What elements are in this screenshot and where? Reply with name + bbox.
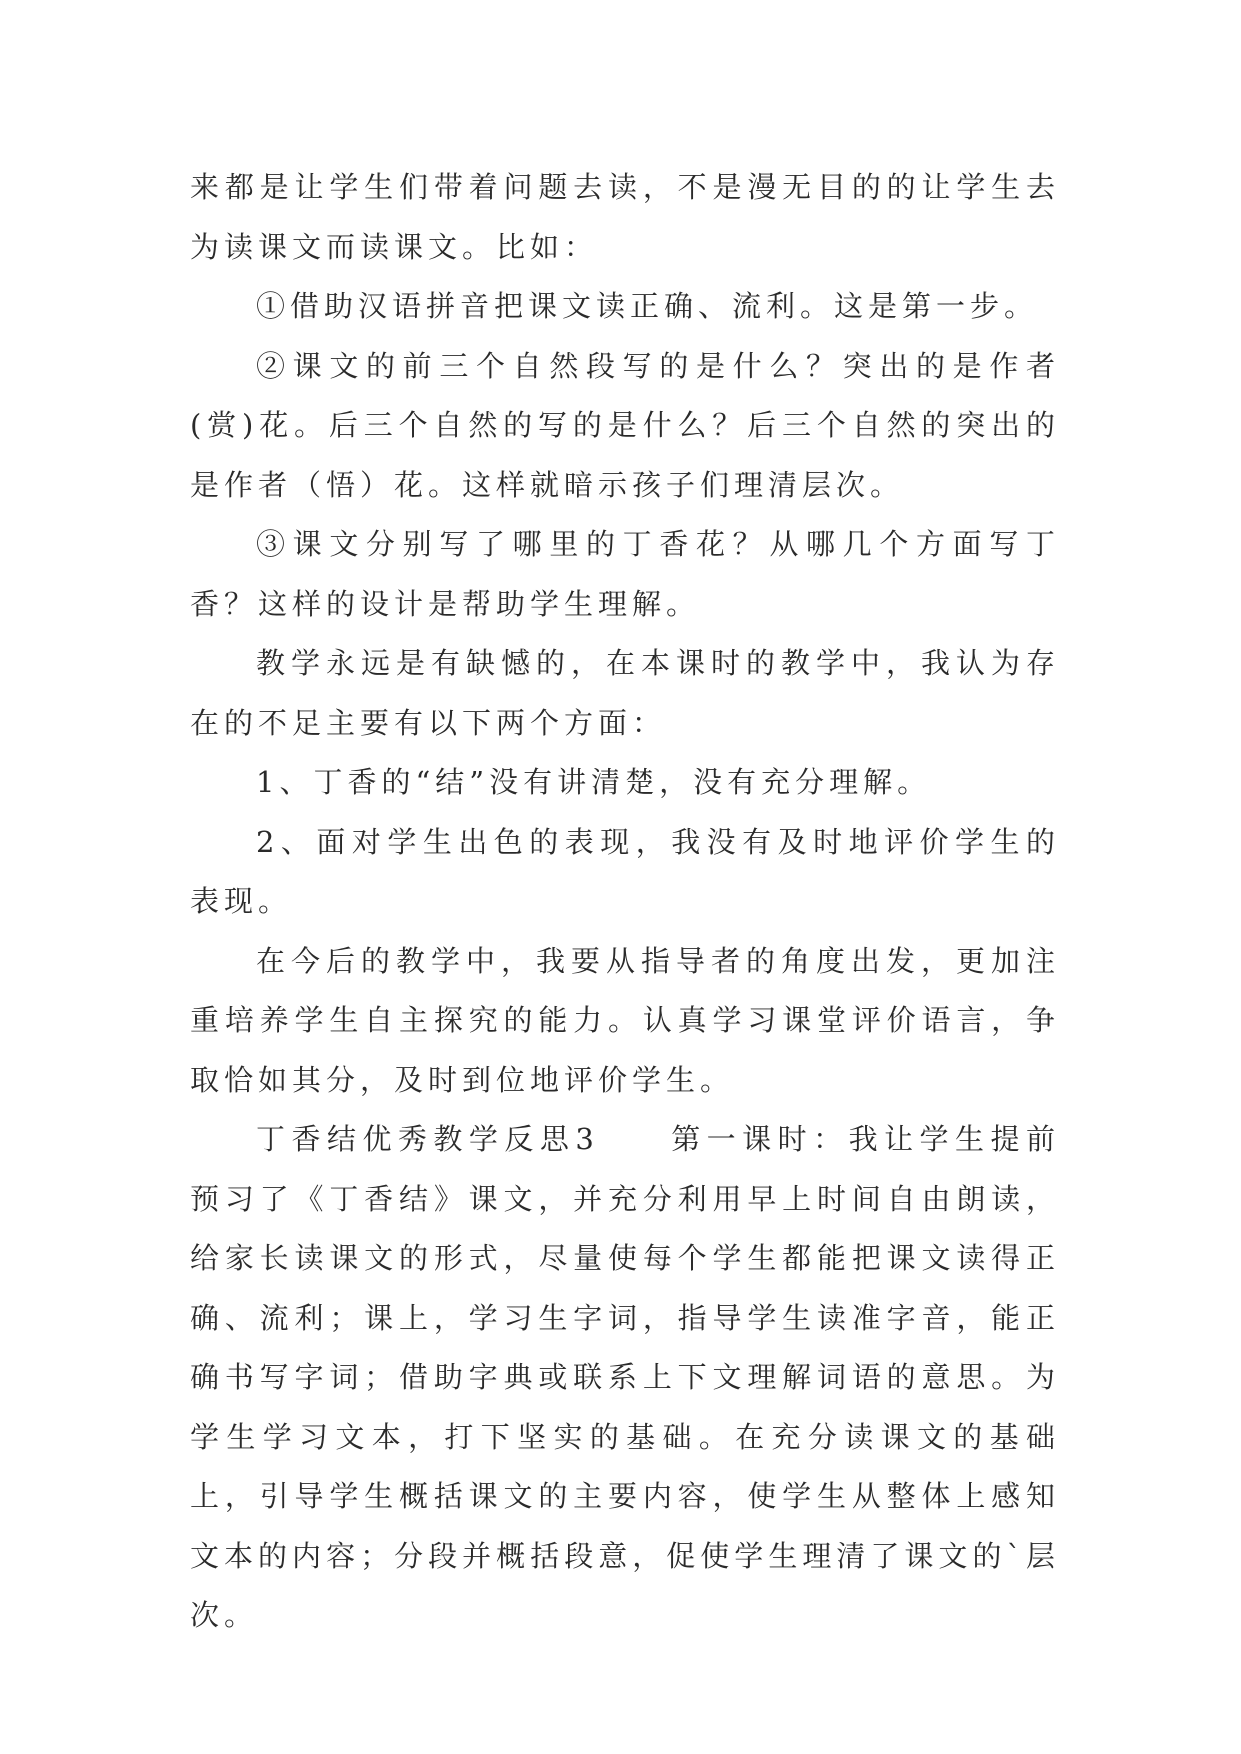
- paragraph-reflection-3: 丁香结优秀教学反思3 第一课时：我让学生提前预习了《丁香结》课文，并充分利用早上时间自由朗读，给家长读课文的形式，尽量使每个学生都能把课文读得正确、流利；课上，学习生字词，指导学生读准字音，能正确书写字词；借助字典或联系上下文理解词语的意思。为学生学习文本，打下坚实的基础。在充分读课文的基础上，引导学生概括课文的主要内容，使学生从整体上感知文本的内容；分段并概括段意，促使学生理清了课文的`层次。: [190, 1122, 1060, 1632]
- paragraph-step-2: ②课文的前三个自然段写的是什么？突出的是作者(赏)花。后三个自然的写的是什么？后三个自然的突出的是作者（悟）花。这样就暗示孩子们理清层次。: [190, 348, 1060, 502]
- paragraph-shortcoming-1: 1、丁香的“结”没有讲清楚，没有充分理解。: [256, 765, 932, 799]
- paragraph-future-plan: 在今后的教学中，我要从指导者的角度出发，更加注重培养学生自主探究的能力。认真学习课堂评价语言，争取恰如其分，及时到位地评价学生。: [190, 943, 1060, 1097]
- paragraph-shortcomings-intro: 教学永远是有缺憾的，在本课时的教学中，我认为存在的不足主要有以下两个方面：: [190, 646, 1060, 740]
- paragraph-step-3: ③课文分别写了哪里的丁香花？从哪几个方面写丁香？这样的设计是帮助学生理解。: [190, 527, 1060, 621]
- document-body: [190, 158, 1060, 1646]
- paragraph-shortcoming-2: 2、面对学生出色的表现，我没有及时地评价学生的表现。: [190, 824, 1060, 918]
- paragraph-continuation: 来都是让学生们带着问题去读，不是漫无目的的让学生去为读课文而读课文。比如：: [190, 170, 1060, 264]
- paragraph-step-1: ①借助汉语拼音把课文读正确、流利。这是第一步。: [256, 289, 1039, 323]
